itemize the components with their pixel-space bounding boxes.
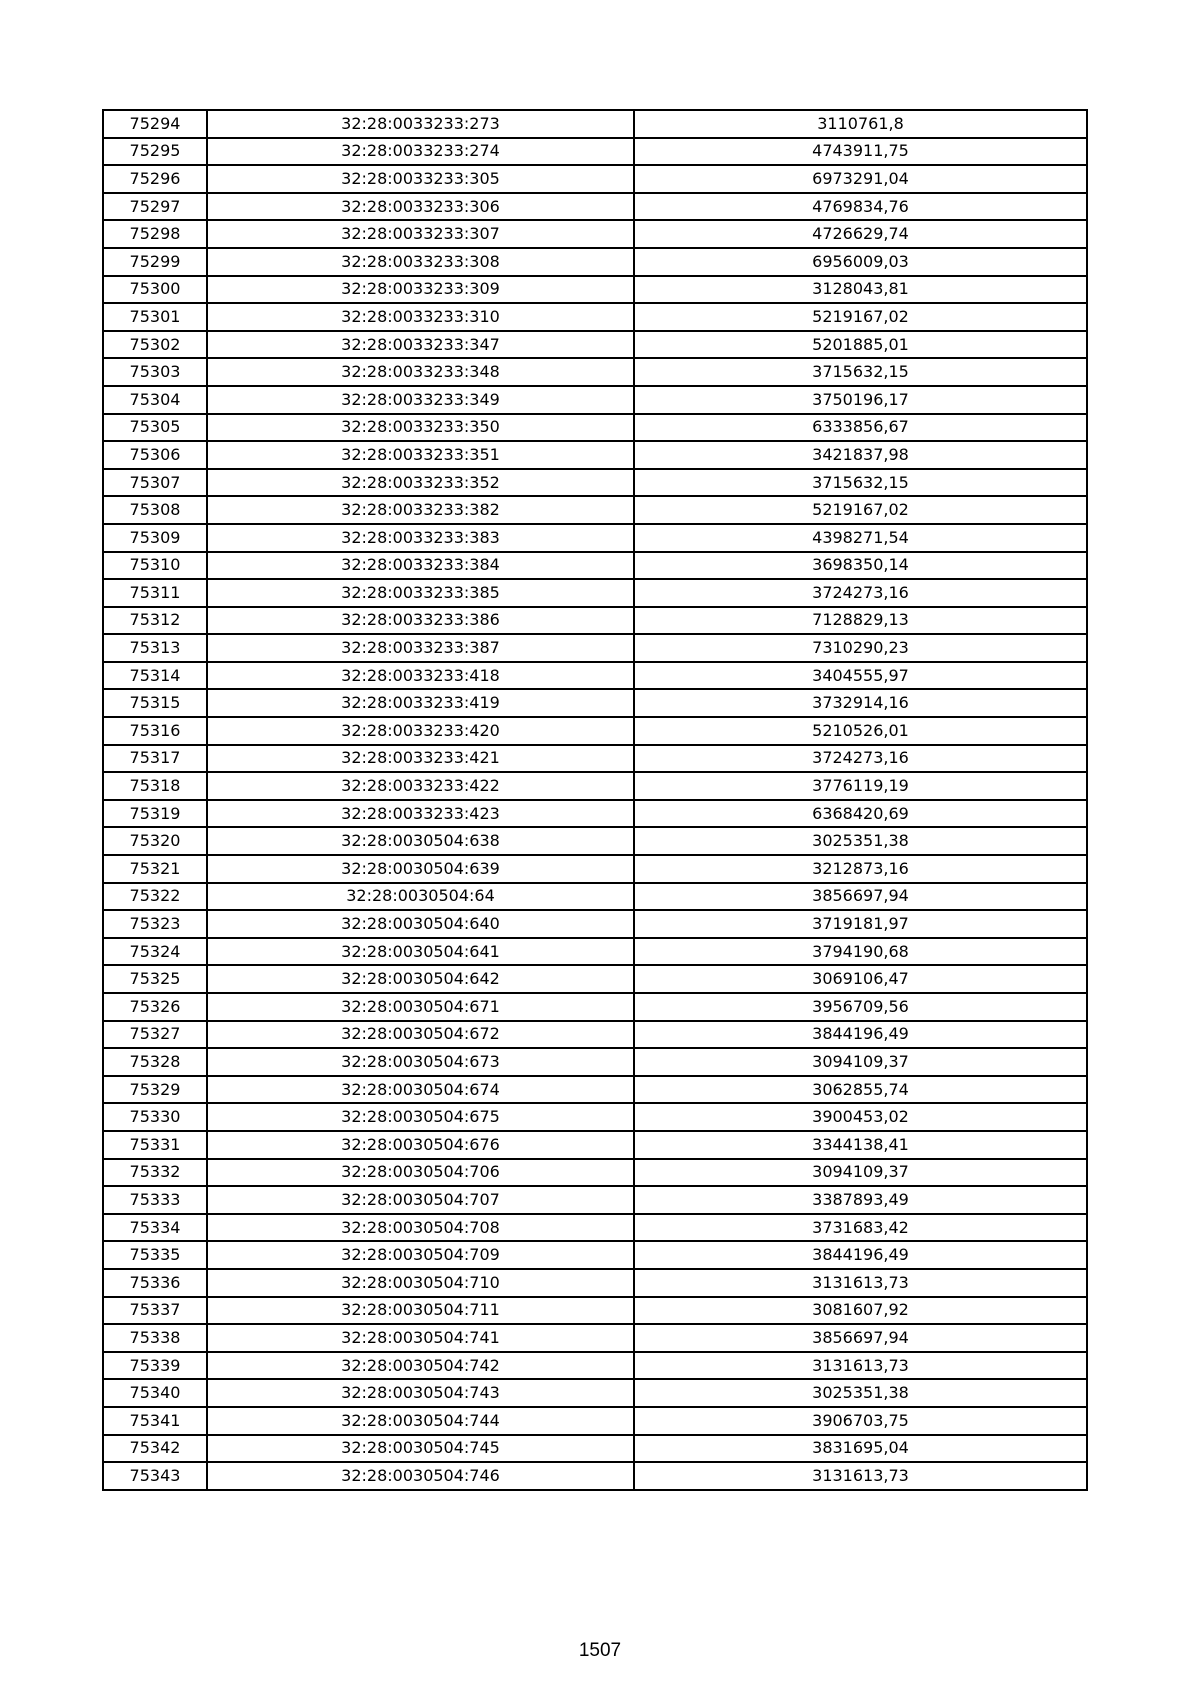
- value-cell: 3715632,15: [634, 358, 1087, 386]
- table-row: [103, 276, 1087, 304]
- table-row: [103, 358, 1087, 386]
- row-number-cell: 75341: [103, 1407, 207, 1435]
- table-row: [103, 745, 1087, 773]
- table-row: [103, 910, 1087, 938]
- value-cell: 7128829,13: [634, 607, 1087, 635]
- table-row: [103, 1048, 1087, 1076]
- table-row: [103, 965, 1087, 993]
- value-cell: 3131613,73: [634, 1462, 1087, 1490]
- value-cell: 4743911,75: [634, 138, 1087, 166]
- value-cell: 5201885,01: [634, 331, 1087, 359]
- cadastral-number-cell: 32:28:0033233:351: [207, 441, 634, 469]
- value-cell: 3856697,94: [634, 883, 1087, 911]
- value-cell: 3404555,97: [634, 662, 1087, 690]
- cadastral-number-cell: 32:28:0033233:308: [207, 248, 634, 276]
- row-number-cell: 75317: [103, 745, 207, 773]
- value-cell: 3724273,16: [634, 745, 1087, 773]
- row-number-cell: 75297: [103, 193, 207, 221]
- table-row: [103, 441, 1087, 469]
- cadastral-number-cell: 32:28:0030504:639: [207, 855, 634, 883]
- value-cell: 3131613,73: [634, 1269, 1087, 1297]
- table-row: [103, 524, 1087, 552]
- table-row: [103, 772, 1087, 800]
- table-row: [103, 634, 1087, 662]
- row-number-cell: 75327: [103, 1021, 207, 1049]
- row-number-cell: 75331: [103, 1131, 207, 1159]
- table-row: [103, 1352, 1087, 1380]
- cadastral-number-cell: 32:28:0033233:423: [207, 800, 634, 828]
- row-number-cell: 75328: [103, 1048, 207, 1076]
- cadastral-number-cell: 32:28:0033233:305: [207, 165, 634, 193]
- table-row: [103, 855, 1087, 883]
- value-cell: 7310290,23: [634, 634, 1087, 662]
- row-number-cell: 75319: [103, 800, 207, 828]
- table-row: [103, 1186, 1087, 1214]
- value-cell: 3344138,41: [634, 1131, 1087, 1159]
- value-cell: 3212873,16: [634, 855, 1087, 883]
- cadastral-number-cell: 32:28:0033233:422: [207, 772, 634, 800]
- table-row: [103, 1241, 1087, 1269]
- value-cell: 3844196,49: [634, 1241, 1087, 1269]
- cadastral-number-cell: 32:28:0033233:348: [207, 358, 634, 386]
- table-row: [103, 1462, 1087, 1490]
- value-cell: 3794190,68: [634, 938, 1087, 966]
- value-cell: 3094109,37: [634, 1159, 1087, 1187]
- table-row: [103, 414, 1087, 442]
- cadastral-number-cell: 32:28:0033233:310: [207, 303, 634, 331]
- table-row: [103, 938, 1087, 966]
- row-number-cell: 75296: [103, 165, 207, 193]
- cadastral-number-cell: 32:28:0033233:386: [207, 607, 634, 635]
- row-number-cell: 75333: [103, 1186, 207, 1214]
- table-row: [103, 496, 1087, 524]
- cadastral-number-cell: 32:28:0030504:708: [207, 1214, 634, 1242]
- row-number-cell: 75335: [103, 1241, 207, 1269]
- value-cell: 3750196,17: [634, 386, 1087, 414]
- cadastral-number-cell: 32:28:0033233:350: [207, 414, 634, 442]
- cadastral-number-cell: 32:28:0030504:674: [207, 1076, 634, 1104]
- cadastral-number-cell: 32:28:0030504:711: [207, 1297, 634, 1325]
- cadastral-number-cell: 32:28:0030504:672: [207, 1021, 634, 1049]
- cadastral-number-cell: 32:28:0033233:385: [207, 579, 634, 607]
- value-cell: 5219167,02: [634, 303, 1087, 331]
- value-cell: 3715632,15: [634, 469, 1087, 497]
- cadastral-number-cell: 32:28:0033233:349: [207, 386, 634, 414]
- value-cell: 3731683,42: [634, 1214, 1087, 1242]
- table-row: [103, 1297, 1087, 1325]
- value-cell: 3698350,14: [634, 552, 1087, 580]
- row-number-cell: 75311: [103, 579, 207, 607]
- table-row: [103, 883, 1087, 911]
- cadastral-number-cell: 32:28:0030504:706: [207, 1159, 634, 1187]
- row-number-cell: 75302: [103, 331, 207, 359]
- page-number: 1507: [578, 1640, 622, 1661]
- value-cell: 6973291,04: [634, 165, 1087, 193]
- row-number-cell: 75310: [103, 552, 207, 580]
- value-cell: 3081607,92: [634, 1297, 1087, 1325]
- value-cell: 3069106,47: [634, 965, 1087, 993]
- cadastral-number-cell: 32:28:0030504:746: [207, 1462, 634, 1490]
- value-cell: 3094109,37: [634, 1048, 1087, 1076]
- value-cell: 3906703,75: [634, 1407, 1087, 1435]
- row-number-cell: 75329: [103, 1076, 207, 1104]
- cadastral-number-cell: 32:28:0033233:384: [207, 552, 634, 580]
- value-cell: 3110761,8: [634, 110, 1087, 138]
- table-row: [103, 579, 1087, 607]
- cadastral-number-cell: 32:28:0033233:352: [207, 469, 634, 497]
- row-number-cell: 75318: [103, 772, 207, 800]
- table-row: [103, 552, 1087, 580]
- table-row: [103, 1214, 1087, 1242]
- cadastral-number-cell: 32:28:0030504:710: [207, 1269, 634, 1297]
- row-number-cell: 75340: [103, 1379, 207, 1407]
- table-row: [103, 331, 1087, 359]
- cadastral-number-cell: 32:28:0030504:641: [207, 938, 634, 966]
- row-number-cell: 75305: [103, 414, 207, 442]
- value-cell: 6333856,67: [634, 414, 1087, 442]
- value-cell: 3776119,19: [634, 772, 1087, 800]
- value-cell: 5210526,01: [634, 717, 1087, 745]
- cadastral-number-cell: 32:28:0033233:383: [207, 524, 634, 552]
- value-cell: 3831695,04: [634, 1435, 1087, 1463]
- row-number-cell: 75322: [103, 883, 207, 911]
- table-row: [103, 248, 1087, 276]
- table-row: [103, 1131, 1087, 1159]
- data-table: [102, 109, 1088, 1491]
- cadastral-number-cell: 32:28:0033233:309: [207, 276, 634, 304]
- table-row: [103, 662, 1087, 690]
- row-number-cell: 75324: [103, 938, 207, 966]
- row-number-cell: 75306: [103, 441, 207, 469]
- table-row: [103, 303, 1087, 331]
- cadastral-number-cell: 32:28:0030504:638: [207, 827, 634, 855]
- row-number-cell: 75320: [103, 827, 207, 855]
- cadastral-number-cell: 32:28:0030504:675: [207, 1103, 634, 1131]
- value-cell: 6368420,69: [634, 800, 1087, 828]
- cadastral-number-cell: 32:28:0030504:676: [207, 1131, 634, 1159]
- cadastral-number-cell: 32:28:0033233:419: [207, 689, 634, 717]
- row-number-cell: 75309: [103, 524, 207, 552]
- row-number-cell: 75307: [103, 469, 207, 497]
- table-row: [103, 138, 1087, 166]
- cadastral-number-cell: 32:28:0033233:418: [207, 662, 634, 690]
- value-cell: 3844196,49: [634, 1021, 1087, 1049]
- value-cell: 4769834,76: [634, 193, 1087, 221]
- cadastral-number-cell: 32:28:0033233:306: [207, 193, 634, 221]
- value-cell: 4398271,54: [634, 524, 1087, 552]
- cadastral-number-cell: 32:28:0030504:64: [207, 883, 634, 911]
- value-cell: 3128043,81: [634, 276, 1087, 304]
- table-row: [103, 1435, 1087, 1463]
- value-cell: 3025351,38: [634, 1379, 1087, 1407]
- value-cell: 4726629,74: [634, 220, 1087, 248]
- table-row: [103, 469, 1087, 497]
- table-row: [103, 110, 1087, 138]
- value-cell: 3421837,98: [634, 441, 1087, 469]
- row-number-cell: 75336: [103, 1269, 207, 1297]
- cadastral-number-cell: 32:28:0033233:387: [207, 634, 634, 662]
- row-number-cell: 75294: [103, 110, 207, 138]
- cadastral-number-cell: 32:28:0030504:745: [207, 1435, 634, 1463]
- table-row: [103, 607, 1087, 635]
- table-row: [103, 800, 1087, 828]
- table-row: [103, 993, 1087, 1021]
- table-body: [103, 110, 1087, 1490]
- value-cell: 3719181,97: [634, 910, 1087, 938]
- row-number-cell: 75332: [103, 1159, 207, 1187]
- cadastral-number-cell: 32:28:0033233:421: [207, 745, 634, 773]
- row-number-cell: 75343: [103, 1462, 207, 1490]
- row-number-cell: 75315: [103, 689, 207, 717]
- row-number-cell: 75304: [103, 386, 207, 414]
- value-cell: 3856697,94: [634, 1324, 1087, 1352]
- value-cell: 3062855,74: [634, 1076, 1087, 1104]
- row-number-cell: 75323: [103, 910, 207, 938]
- row-number-cell: 75316: [103, 717, 207, 745]
- table-row: [103, 220, 1087, 248]
- table-row: [103, 1324, 1087, 1352]
- cadastral-number-cell: 32:28:0030504:673: [207, 1048, 634, 1076]
- cadastral-number-cell: 32:28:0030504:741: [207, 1324, 634, 1352]
- cadastral-number-cell: 32:28:0033233:273: [207, 110, 634, 138]
- value-cell: 6956009,03: [634, 248, 1087, 276]
- row-number-cell: 75312: [103, 607, 207, 635]
- row-number-cell: 75295: [103, 138, 207, 166]
- row-number-cell: 75342: [103, 1435, 207, 1463]
- table-row: [103, 1269, 1087, 1297]
- value-cell: 3025351,38: [634, 827, 1087, 855]
- value-cell: 3732914,16: [634, 689, 1087, 717]
- row-number-cell: 75338: [103, 1324, 207, 1352]
- table-row: [103, 717, 1087, 745]
- cadastral-number-cell: 32:28:0030504:742: [207, 1352, 634, 1380]
- table-row: [103, 386, 1087, 414]
- value-cell: 5219167,02: [634, 496, 1087, 524]
- table-row: [103, 689, 1087, 717]
- row-number-cell: 75300: [103, 276, 207, 304]
- row-number-cell: 75298: [103, 220, 207, 248]
- value-cell: 3387893,49: [634, 1186, 1087, 1214]
- value-cell: 3956709,56: [634, 993, 1087, 1021]
- table-row: [103, 1021, 1087, 1049]
- table-row: [103, 1407, 1087, 1435]
- cadastral-number-cell: 32:28:0030504:707: [207, 1186, 634, 1214]
- row-number-cell: 75313: [103, 634, 207, 662]
- row-number-cell: 75301: [103, 303, 207, 331]
- cadastral-number-cell: 32:28:0030504:744: [207, 1407, 634, 1435]
- row-number-cell: 75330: [103, 1103, 207, 1131]
- row-number-cell: 75325: [103, 965, 207, 993]
- row-number-cell: 75337: [103, 1297, 207, 1325]
- cadastral-number-cell: 32:28:0030504:640: [207, 910, 634, 938]
- table-row: [103, 1103, 1087, 1131]
- table-row: [103, 827, 1087, 855]
- row-number-cell: 75334: [103, 1214, 207, 1242]
- value-cell: 3724273,16: [634, 579, 1087, 607]
- table-row: [103, 193, 1087, 221]
- row-number-cell: 75339: [103, 1352, 207, 1380]
- cadastral-number-cell: 32:28:0033233:307: [207, 220, 634, 248]
- cadastral-number-cell: 32:28:0033233:274: [207, 138, 634, 166]
- table-row: [103, 165, 1087, 193]
- row-number-cell: 75299: [103, 248, 207, 276]
- row-number-cell: 75321: [103, 855, 207, 883]
- cadastral-number-cell: 32:28:0030504:709: [207, 1241, 634, 1269]
- value-cell: 3131613,73: [634, 1352, 1087, 1380]
- cadastral-number-cell: 32:28:0033233:347: [207, 331, 634, 359]
- table-row: [103, 1379, 1087, 1407]
- row-number-cell: 75303: [103, 358, 207, 386]
- table-row: [103, 1159, 1087, 1187]
- table-row: [103, 1076, 1087, 1104]
- row-number-cell: 75308: [103, 496, 207, 524]
- cadastral-number-cell: 32:28:0030504:642: [207, 965, 634, 993]
- cadastral-number-cell: 32:28:0030504:743: [207, 1379, 634, 1407]
- row-number-cell: 75326: [103, 993, 207, 1021]
- cadastral-number-cell: 32:28:0033233:382: [207, 496, 634, 524]
- cadastral-number-cell: 32:28:0033233:420: [207, 717, 634, 745]
- cadastral-number-cell: 32:28:0030504:671: [207, 993, 634, 1021]
- row-number-cell: 75314: [103, 662, 207, 690]
- value-cell: 3900453,02: [634, 1103, 1087, 1131]
